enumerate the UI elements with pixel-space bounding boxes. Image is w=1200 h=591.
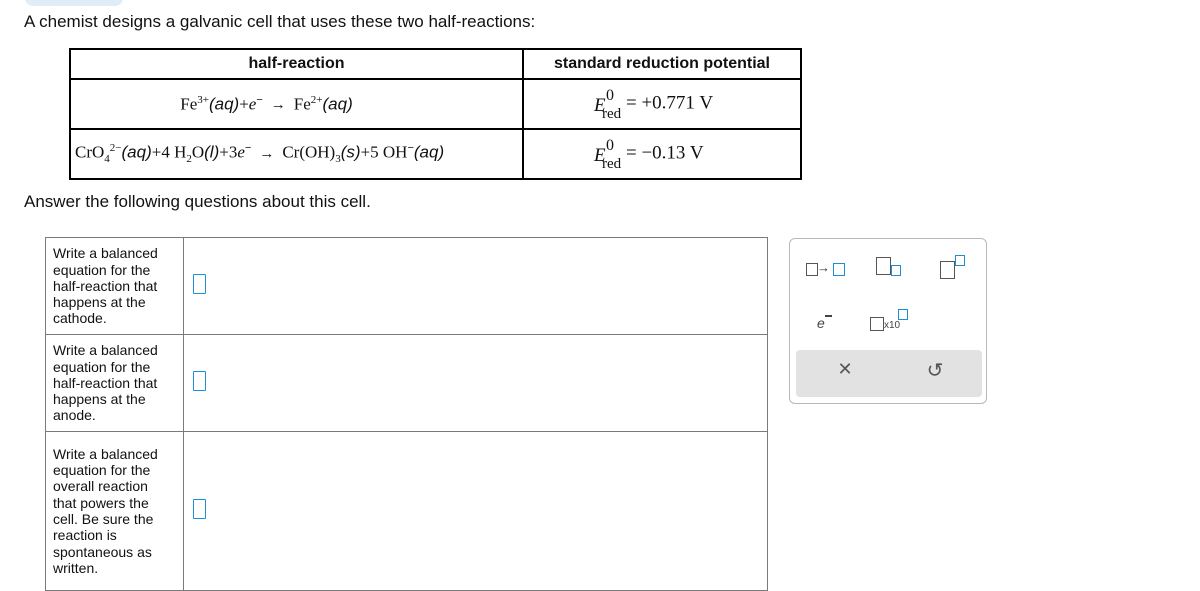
half-reaction-1: $Fe^{3+}(aq)+e^- \to Fe^{2+}(aq)$: [70, 79, 523, 129]
potential-1: [523, 79, 801, 129]
arrow-icon: →: [817, 260, 830, 275]
potential-value-1: = +0.771 V: [626, 92, 714, 114]
half-reaction-2: CrO$_4^{2-}$(aq)+4 $H_2O(l)+3e^- \to Cr(OH)_3(s)+5$ OH−(aq): [70, 129, 523, 179]
minus-icon: [825, 315, 832, 317]
answer-input-cathode[interactable]: [193, 274, 206, 294]
answer-area-anode[interactable]: [184, 335, 768, 432]
superscript-box-icon: [955, 255, 965, 266]
answer-area-overall[interactable]: [184, 432, 768, 591]
times-ten-button[interactable]: [870, 309, 914, 333]
placeholder-box-icon: [833, 263, 845, 276]
subscript-button[interactable]: [876, 255, 908, 281]
potential-2: [523, 129, 801, 179]
question-row-cathode: [46, 238, 768, 335]
half-reaction-table: [69, 48, 802, 180]
potential-value-2: = −0.13 V: [626, 142, 704, 164]
answer-area-cathode[interactable]: [184, 238, 768, 335]
clear-icon[interactable]: ✕: [837, 359, 853, 379]
electron-symbol: e: [817, 315, 825, 331]
reaction-arrow-icon: →: [270, 96, 286, 114]
exponent-box-icon: [898, 309, 908, 320]
mantissa-box-icon: [870, 317, 884, 331]
question-row-overall: [46, 432, 768, 591]
e-red-symbol: E 0 red: [594, 87, 622, 122]
question-row-anode: [46, 335, 768, 432]
answer-input-anode[interactable]: [193, 371, 206, 391]
undo-icon[interactable]: ↺: [926, 360, 944, 382]
reaction-arrow-button[interactable]: [804, 259, 848, 281]
questions-table: [45, 237, 768, 591]
base-box-icon: [876, 257, 891, 275]
electron-button[interactable]: [814, 311, 836, 333]
top-tab-indicator[interactable]: [25, 0, 123, 6]
math-palette: [789, 238, 987, 404]
header-half-reaction: half-reaction: [70, 49, 523, 79]
header-reduction-potential: standard reduction potential: [523, 49, 801, 79]
question-anode: Write a balanced equation for the half-reaction that happens at the anode.: [46, 335, 184, 432]
palette-action-bar: [796, 350, 982, 397]
question-overall: Write a balanced equation for the overall reaction that powers the cell. Be sure the reaction is spontaneous as written.: [46, 432, 184, 591]
base-box-icon: [940, 261, 955, 279]
question-intro: A chemist designs a galvanic cell that uses these two half-reactions:: [24, 12, 536, 31]
question-cathode: Write a balanced equation for the half-reaction that happens at the cathode.: [46, 238, 184, 335]
subscript-box-icon: [891, 265, 901, 276]
answer-prompt: Answer the following questions about this cell.: [24, 192, 371, 211]
superscript-button[interactable]: [940, 253, 972, 281]
answer-input-overall[interactable]: [193, 499, 206, 519]
times-ten-label: x10: [884, 320, 901, 331]
reaction-arrow-icon: →: [259, 145, 275, 163]
e-red-symbol: E 0 red: [594, 137, 622, 172]
